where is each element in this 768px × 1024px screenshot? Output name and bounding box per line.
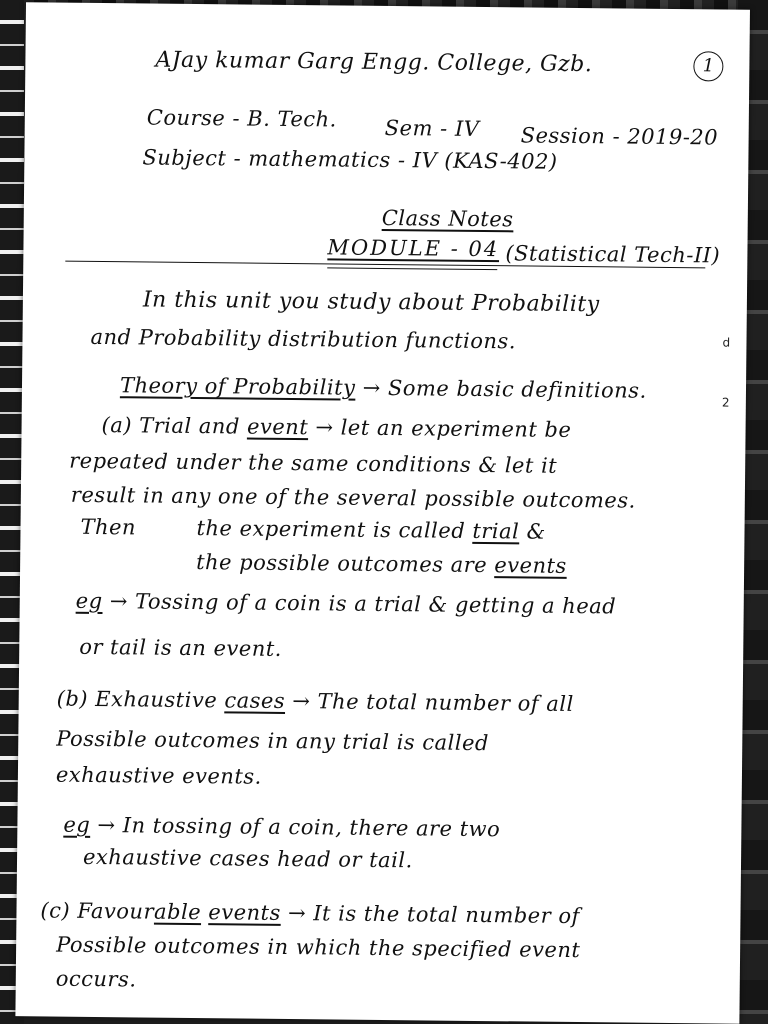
section-b-label: (b) Exhaustive [56,686,218,713]
notebook-page [15,2,750,1024]
section-a-line-4 [196,516,545,544]
semester-label: Sem - IV [384,115,480,141]
class-notes-title: Class Notes [381,205,514,232]
theory-heading: Theory of Probability [119,373,356,400]
section-b-line-2: Possible outcomes in any trial is called [56,726,490,756]
module-double-underline [327,267,497,270]
ampersand: & [526,519,546,544]
session-label: Session - 2019-20 [520,123,719,150]
section-b-line-1-rest: → The total number of all [292,689,574,716]
section-c-line-1-rest: → It is the total number of [287,901,580,929]
module-title: MODULE - 04 [327,235,500,262]
college-name: AJay kumar Garg Engg. College, Gzb. [155,47,593,78]
subject-label: Subject - mathematics - IV (KAS-402) [142,145,558,174]
margin-mark-2: 2 [721,395,730,410]
course-label: Course - B. Tech. [146,105,337,132]
module-topic: (Statistical Tech-II) [505,241,721,268]
intro-line-2: and Probability distribution functions. [90,324,517,354]
section-a-example-line-1 [76,589,617,619]
section-a-line-3: result in any one of the several possible outcomes. [70,482,636,513]
section-a-eg-text: → Tossing of a coin is a trial & getting a head [109,589,617,619]
margin-mark-1: d [722,335,731,350]
theory-subheading: → Some basic definitions. [362,375,647,403]
section-b-example-line-1 [63,813,500,842]
section-c-term: events [208,900,281,925]
section-c-line-2: Possible outcomes in which the specified event [56,932,581,963]
section-c-label: (c) Favour [40,898,155,924]
section-a-line-5-text: the possible outcomes are [196,550,488,578]
section-b-term: cases [224,688,286,713]
section-a-eg-label: eg [75,588,103,614]
section-c-term-underlined: able [153,899,202,925]
intro-line-1: In this unit you study about Probability [142,287,600,318]
section-b-line-3: exhaustive events. [55,762,262,789]
section-a-term: event [246,414,309,440]
events-term: events [494,553,567,578]
section-a-line-2: repeated under the same conditions & let it [69,448,558,478]
section-a-label: (a) Trial and [101,413,240,439]
section-a-line-4-then: Then [80,514,137,540]
section-b-line-1 [57,687,574,716]
section-a-line-4-rest: the experiment is called [196,516,466,543]
section-c-line-3: occurs. [55,966,137,992]
section-b-eg-label: eg [63,812,91,837]
section-b-example-line-2: exhaustive cases head or tail. [82,844,413,873]
section-a-line-5 [196,550,567,578]
page-number: 1 [693,51,723,81]
section-a-line-1 [101,413,571,442]
section-a-line-1-rest: → let an experiment be [315,415,572,442]
section-a-example-line-2: or tail is an event. [79,634,283,661]
section-b-eg-text: → In tossing of a coin, there are two [97,813,501,842]
section-c-line-1 [40,898,580,928]
trial-term: trial [472,518,520,544]
